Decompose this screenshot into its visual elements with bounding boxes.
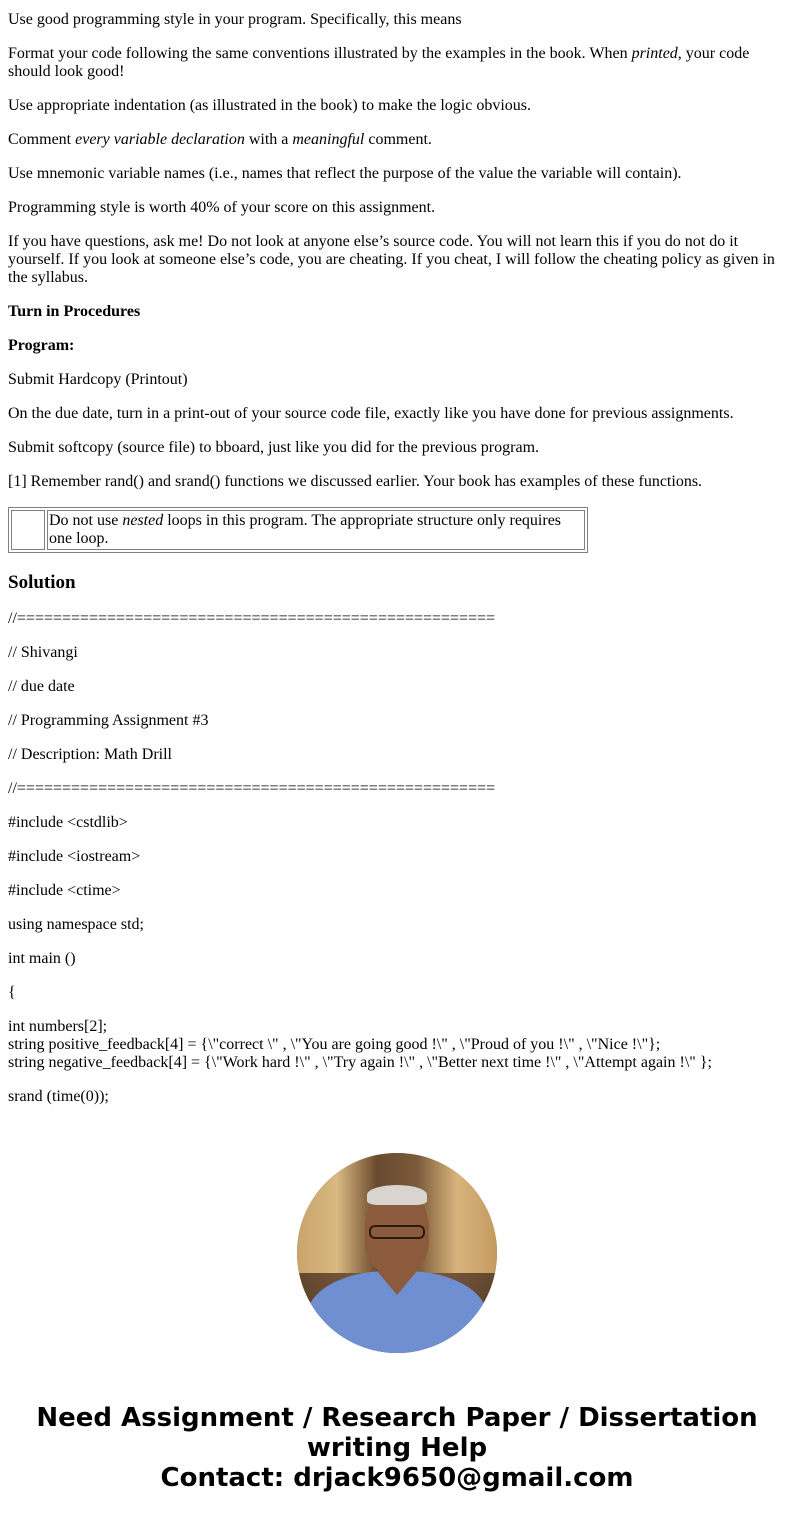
indentation-paragraph: Use appropriate indentation (as illustrated in the book) to make the logic obvious. [8, 97, 531, 114]
turn-in-heading-text: Turn in Procedures [8, 303, 141, 320]
promo-contact-line: Contact: drjack9650@gmail.com [160, 1463, 634, 1493]
note-empty-cell [11, 510, 45, 550]
code-srand-call: srand (time(0)); [8, 1088, 109, 1105]
style-worth-paragraph: Programming style is worth 40% of your score on this assignment. [8, 199, 436, 216]
note-text-before: Do not use [49, 512, 123, 529]
format-text-before: Format your code following the same conventions illustrated by the examples in the book. When [8, 45, 632, 62]
code-main-signature: int main () [8, 950, 76, 967]
author-photo [297, 1153, 497, 1353]
promo-footer [0, 1153, 794, 1493]
note-text-cell [47, 510, 585, 550]
photo-glasses [369, 1225, 425, 1239]
code-due-comment: // due date [8, 678, 75, 695]
code-numbers-declaration: int numbers[2]; [8, 1018, 108, 1035]
due-date-paragraph: On the due date, turn in a print-out of your source code file, exactly like you have done for previous assignments. [8, 405, 734, 422]
code-assignment-comment: // Programming Assignment #3 [8, 712, 209, 729]
comment-emphasis-declaration: every variable declaration [75, 131, 245, 148]
note-table [8, 507, 588, 553]
code-include-ctime: #include <ctime> [8, 882, 121, 899]
footnote-paragraph: [1] Remember rand() and srand() functions we discussed earlier. Your book has examples of these functions. [8, 473, 703, 490]
promo-text [0, 1403, 794, 1493]
code-divider-top: //===================================================== [8, 610, 496, 627]
mnemonic-paragraph: Use mnemonic variable names (i.e., names that reflect the purpose of the value the variable will contain). [8, 165, 682, 182]
program-heading-text: Program: [8, 337, 75, 354]
intro-paragraph: Use good programming style in your program. Specifically, this means [8, 11, 462, 28]
submit-hardcopy-paragraph: Submit Hardcopy (Printout) [8, 371, 188, 388]
note-emphasis: nested [122, 512, 164, 529]
submit-softcopy-paragraph: Submit softcopy (source file) to bboard, just like you did for the previous program. [8, 439, 540, 456]
code-description-comment: // Description: Math Drill [8, 746, 172, 763]
comment-paragraph [8, 131, 786, 149]
format-text-after: , your code should look good! [8, 45, 750, 80]
code-using-namespace: using namespace std; [8, 916, 144, 933]
code-declarations [8, 1018, 786, 1072]
note-text-after: loops in this program. The appropriate structure only requires one loop. [49, 512, 562, 547]
comment-text-after: comment. [364, 131, 432, 148]
comment-text-before: Comment [8, 131, 76, 148]
code-author-comment: // Shivangi [8, 644, 78, 661]
code-negative-feedback: string negative_feedback[4] = {\"Work hard !\" , \"Try again !\" , \"Better next time !\" , \"Attempt again !\" }; [8, 1054, 712, 1071]
code-include-iostream: #include <iostream> [8, 848, 141, 865]
turn-in-heading [8, 303, 786, 321]
solution-heading: Solution [8, 572, 76, 593]
promo-line-1: Need Assignment / Research Paper / Dissertation [36, 1403, 758, 1433]
comment-text-mid: with a [244, 131, 293, 148]
format-paragraph [8, 45, 786, 81]
code-include-cstdlib: #include <cstdlib> [8, 814, 128, 831]
code-open-brace: { [8, 984, 16, 1001]
comment-emphasis-meaningful: meaningful [292, 131, 365, 148]
code-divider-bottom: //===================================================== [8, 780, 496, 797]
questions-paragraph: If you have questions, ask me! Do not look at anyone else’s source code. You will not learn this if you do not do it yourself. If you look at someone else’s code, you are cheating. If you cheat, I will follow the cheating policy as given in the syllabus. [8, 233, 775, 286]
photo-hair [367, 1185, 427, 1205]
promo-line-2: writing Help [306, 1433, 488, 1463]
note-table-row [11, 510, 585, 550]
document-body [8, 0, 786, 1106]
format-emphasis: printed [631, 45, 678, 62]
code-positive-feedback: string positive_feedback[4] = {\"correct \" , \"You are going good !\" , \"Proud of you !\" , \"Nice !\"}; [8, 1036, 661, 1053]
program-heading [8, 337, 786, 355]
